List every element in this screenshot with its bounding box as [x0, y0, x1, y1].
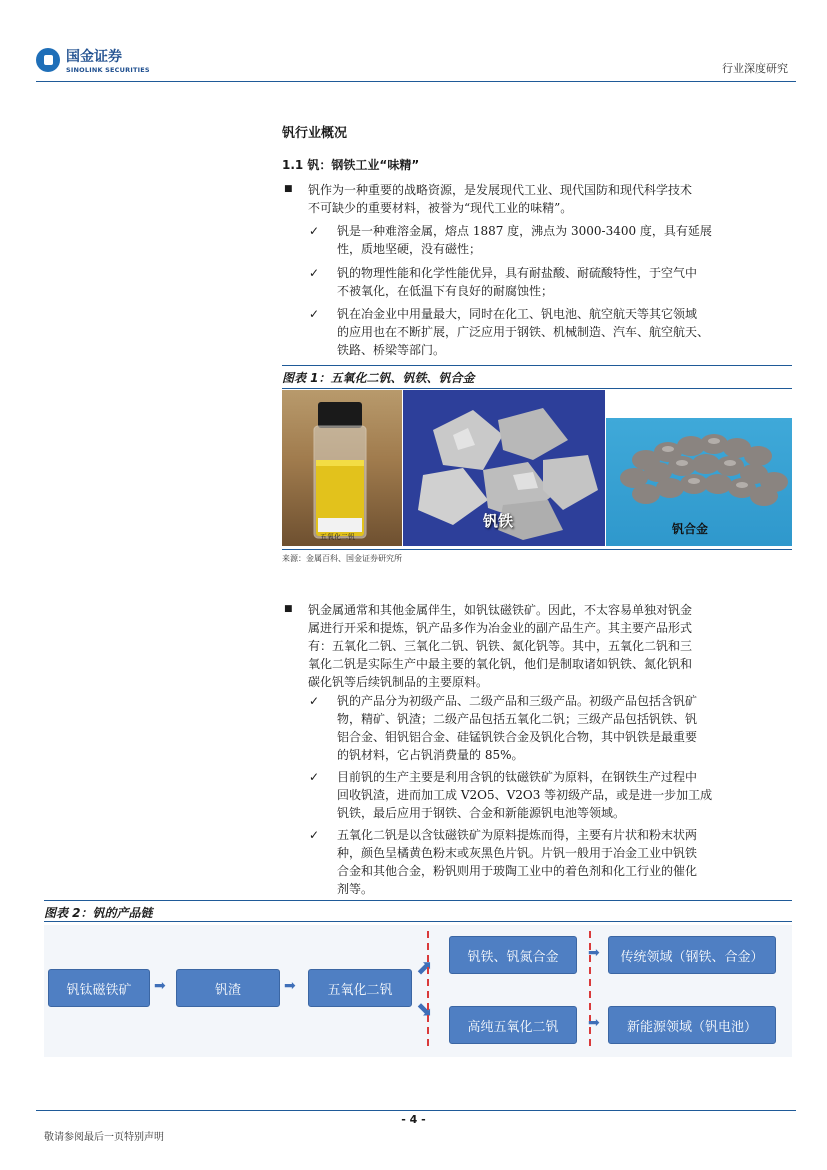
block1-item-1: 钒是一种难溶金属，熔点 1887 度，沸点为 3000-3400 度，具有延展 性，质地坚硬，没有磁性；	[337, 224, 712, 256]
check-icon: ✓	[309, 307, 320, 321]
photo-ferrovanadium	[403, 390, 605, 546]
block1-lead: 钒作为一种重要的战略资源，是发展现代工业、现代国防和现代科学技术 不可缺少的重要材料，被誉为“现代工业的味精”。	[308, 183, 693, 215]
check-icon: ✓	[309, 828, 320, 842]
block2-item-1: 钒的产品分为初级产品、二级产品和三级产品。初级产品包括含钒矿 物，精矿、钒渣；二级产品包括五氧化二钒；三级产品包括钒铁、钒 铝合金、钼钒铝合金、硅锰钒铁合金及钒化合物，其中钒铁是最重要 的钒材料，它占钒消费量的 85%。	[337, 694, 698, 762]
figure1-source: 来源：金属百科、国金证券研究所	[282, 549, 792, 564]
photo-label: 钒铁	[483, 512, 514, 530]
section-title: 钒行业概况	[282, 126, 348, 141]
product-chain-diagram	[44, 925, 792, 1057]
node-highpure: 高纯五氧化二钒	[449, 1006, 577, 1044]
node-traditional: 传统领域（钢铁、合金）	[608, 936, 776, 974]
check-icon: ✓	[309, 224, 320, 238]
block2-item-2: 目前钒的生产主要是利用含钒的钛磁铁矿为原料，在钢铁生产过程中 回收钒渣，进而加工成 V2O5、V2O3 等初级产品，或是进一步加工成 钒铁，最后应用于钢铁、合金和新能源钒电池等领域。	[337, 770, 713, 820]
logo-mark-icon	[36, 48, 60, 72]
photo-vanadium-alloy	[606, 390, 792, 546]
arrow-right-icon: ➡	[588, 1015, 600, 1031]
bullet-square-icon: ■	[284, 604, 293, 614]
photo-label: 钒合金	[672, 522, 709, 536]
node-ferro: 钒铁、钒氮合金	[449, 936, 577, 974]
logo-cn-text: 国金证券	[66, 49, 122, 65]
photo-vanadium-pentoxide	[282, 390, 402, 546]
arrow-up-right-icon: ⬈	[416, 955, 433, 979]
photo-label: 五氧化二钒	[320, 533, 355, 541]
footer-disclaimer: 敬请参阅最后一页特别声明	[44, 1132, 164, 1143]
block1-item-2: 钒的物理性能和化学性能优异，具有耐盐酸、耐硫酸特性，于空气中 不被氧化，在低温下有良好的耐腐蚀性；	[337, 266, 698, 298]
footer-divider	[36, 1110, 796, 1111]
bullet-square-icon: ■	[284, 184, 293, 194]
report-type: 行业深度研究	[722, 62, 788, 75]
check-icon: ✓	[309, 266, 320, 280]
page-number: - 4 -	[401, 1113, 426, 1126]
check-icon: ✓	[309, 770, 320, 784]
arrow-right-icon: ➡	[284, 978, 296, 994]
node-slag: 钒渣	[176, 969, 280, 1007]
section-subtitle: 1.1 钒：钢铁工业“味精”	[282, 158, 420, 172]
arrow-down-right-icon: ⬊	[416, 997, 433, 1021]
arrow-right-icon: ➡	[588, 945, 600, 961]
block2-lead: 钒金属通常和其他金属伴生，如钒钛磁铁矿。因此，不太容易单独对钒金 属进行开采和提炼，钒产品多作为冶金业的副产品生产。其主要产品形式 有：五氧化二钒、三氧化二钒、钒铁、氮化钒等。其中，五氧化二钒和三 氧化二钒是实际生产中最主要的氧化钒，他们是制取诸如钒铁、氮化钒和 碳化钒等后续钒制品的主要原料。	[308, 603, 693, 689]
node-ore: 钒钛磁铁矿	[48, 969, 150, 1007]
check-icon: ✓	[309, 694, 320, 708]
node-v2o5: 五氧化二钒	[308, 969, 412, 1007]
figure2-title: 图表 2：钒的产品链	[44, 900, 792, 922]
block2-item-3: 五氧化二钒是以含钛磁铁矿为原料提炼而得，主要有片状和粉末状两 种，颜色呈橘黄色粉末或灰黑色片钒。片钒一般用于冶金工业中钒铁 合金和其他合金，粉钒则用于玻陶工业中的着色剂和化工行业的催化 剂等。	[337, 828, 698, 896]
page-header	[36, 40, 796, 82]
figure1-title: 图表 1：五氧化二钒、钒铁、钒合金	[282, 365, 792, 389]
block1-item-3: 钒在冶金业中用量最大，同时在化工、钒电池、航空航天等其它领域 的应用也在不断扩展，广泛应用于钢铁、机械制造、汽车、航空航天、 铁路、桥梁等部门。	[337, 307, 710, 357]
node-newenergy: 新能源领域（钒电池）	[608, 1006, 776, 1044]
arrow-right-icon: ➡	[154, 978, 166, 994]
logo-en-text: SINOLINK SECURITIES	[66, 66, 150, 74]
company-logo	[36, 46, 156, 76]
